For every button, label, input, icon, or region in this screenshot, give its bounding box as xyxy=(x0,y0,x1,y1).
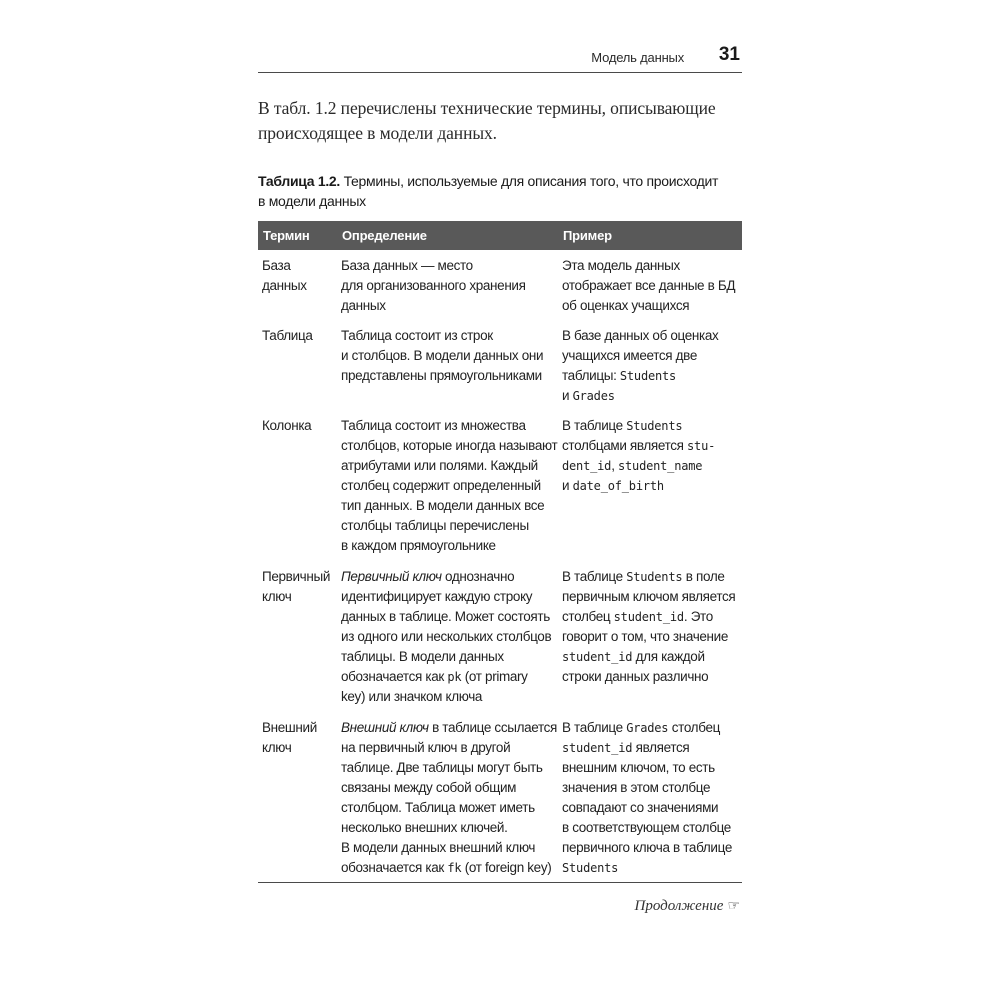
cell-line: в соответствующем столбце xyxy=(562,820,731,835)
text-run: в таблице ссылается xyxy=(428,720,558,735)
code-run: Students xyxy=(626,419,683,433)
code-run: student_id xyxy=(562,650,633,664)
cell-line xyxy=(341,667,557,687)
cell-line: говорит о том, что значение xyxy=(562,629,729,644)
cell-line: База xyxy=(262,258,291,273)
cell-line xyxy=(341,718,557,738)
cell-line xyxy=(562,476,740,496)
table-row xyxy=(258,416,742,567)
cell-line xyxy=(341,858,557,878)
cell-line: Таблица состоит из строк xyxy=(341,328,493,343)
cell-line: совпадают со значениями xyxy=(562,800,719,815)
text-run: В таблице xyxy=(562,569,627,584)
text-run: столбец xyxy=(668,720,720,735)
code-run: stu- xyxy=(687,439,716,453)
cell-line: В модели данных внешний ключ xyxy=(341,840,536,855)
cell-line: из одного или нескольких столбцов xyxy=(341,629,552,644)
term-cell xyxy=(262,326,338,346)
text-run: однозначно xyxy=(441,569,515,584)
example-cell xyxy=(562,718,740,878)
cell-line: ключ xyxy=(262,740,292,755)
book-page xyxy=(258,0,742,1000)
header-term: Термин xyxy=(263,228,310,243)
code-run: pk xyxy=(447,670,462,684)
term-cell xyxy=(262,567,338,607)
cell-line: отображает все данные в БД xyxy=(562,278,736,293)
text-run: и xyxy=(562,388,573,403)
cell-line: key) или значком ключа xyxy=(341,689,483,704)
cell-line: таблице. Две таблицы могут быть xyxy=(341,760,543,775)
cell-line: атрибутами или полями. Каждый xyxy=(341,458,538,473)
definition-cell xyxy=(341,416,557,556)
cell-line: первичным ключом является xyxy=(562,589,736,604)
cell-line: столбцы таблицы перечислены xyxy=(341,518,529,533)
italic-term: Первичный ключ xyxy=(341,569,442,584)
cell-line: Внешний xyxy=(262,720,317,735)
text-run: , xyxy=(611,458,618,473)
code-run: Students xyxy=(619,369,677,383)
code-run: Grades xyxy=(626,721,669,735)
text-run: таблицы: xyxy=(562,368,620,383)
intro-line: В табл. 1.2 перечислены технические термины, описывающие xyxy=(258,98,716,118)
intro-paragraph xyxy=(258,96,742,146)
text-run: В таблице xyxy=(562,720,627,735)
text-run: для каждой xyxy=(632,649,705,664)
cell-line xyxy=(562,718,740,738)
table-caption xyxy=(258,171,742,211)
definition-cell xyxy=(341,718,557,878)
cell-line: и столбцов. В модели данных они xyxy=(341,348,544,363)
code-run: date_of_birth xyxy=(572,479,664,493)
pointing-hand-icon: ☞ xyxy=(727,899,740,914)
example-cell xyxy=(562,326,740,406)
code-run: student_id xyxy=(562,741,633,755)
cell-line: об оценках учащихся xyxy=(562,298,690,313)
cell-line xyxy=(562,647,740,667)
cell-line xyxy=(562,386,740,406)
text-run: и xyxy=(562,478,573,493)
term-cell xyxy=(262,256,338,296)
caption-label: Таблица 1.2. xyxy=(258,173,340,189)
header-rule xyxy=(258,72,742,73)
cell-line: для организованного хранения xyxy=(341,278,526,293)
cell-line: Эта модель данных xyxy=(562,258,680,273)
cell-line: идентифицирует каждую строку xyxy=(341,589,533,604)
cell-line xyxy=(562,366,740,386)
cell-line: Таблица xyxy=(262,328,313,343)
table-body xyxy=(258,256,742,888)
term-cell xyxy=(262,416,338,436)
code-run: dent_id xyxy=(562,459,612,473)
cell-line xyxy=(562,607,740,627)
cell-line: столбцом. Таблица может иметь xyxy=(341,800,535,815)
cell-line: в каждом прямоугольнике xyxy=(341,538,496,553)
cell-line: связаны между собой общим xyxy=(341,780,517,795)
cell-line: Первичный xyxy=(262,569,331,584)
example-cell xyxy=(562,416,740,496)
cell-line xyxy=(562,436,740,456)
cell-line: ключ xyxy=(262,589,292,604)
text-run: обозначается как xyxy=(341,669,448,684)
term-cell xyxy=(262,718,338,758)
text-run: является xyxy=(632,740,690,755)
text-run: столбец xyxy=(562,609,614,624)
code-run: Students xyxy=(562,861,619,875)
table-row xyxy=(258,718,742,888)
definition-cell xyxy=(341,256,557,316)
text-run: В таблице xyxy=(562,418,627,433)
cell-line: учащихся имеется две xyxy=(562,348,697,363)
caption-line xyxy=(258,171,742,191)
table-bottom-rule xyxy=(258,882,742,883)
cell-line: База данных — место xyxy=(341,258,473,273)
code-run: Students xyxy=(626,570,683,584)
continued-text: Продолжение xyxy=(634,898,724,914)
text-run: (от primary xyxy=(461,669,528,684)
cell-line: столбец содержит определенный xyxy=(341,478,541,493)
text-run: . Это xyxy=(683,609,713,624)
caption-text: Термины, используемые для описания того, что происходит xyxy=(340,173,719,189)
table-row xyxy=(258,326,742,416)
table-header xyxy=(258,221,742,250)
header-example: Пример xyxy=(563,228,612,243)
cell-line: данных xyxy=(341,298,386,313)
example-cell xyxy=(562,256,740,316)
table-row xyxy=(258,256,742,326)
text-run: (от foreign key) xyxy=(461,860,552,875)
cell-line: тип данных. В модели данных все xyxy=(341,498,545,513)
example-cell xyxy=(562,567,740,687)
page-number: 31 xyxy=(718,44,740,65)
cell-line: столбцов, которые иногда называют xyxy=(341,438,558,453)
code-run: student_id xyxy=(613,610,684,624)
text-run: в поле xyxy=(682,569,725,584)
code-run: Grades xyxy=(572,389,615,403)
running-header xyxy=(258,44,742,72)
cell-line xyxy=(562,416,740,436)
cell-line: представлены прямоугольниками xyxy=(341,368,542,383)
cell-line: Таблица состоит из множества xyxy=(341,418,526,433)
code-run: student_name xyxy=(618,459,703,473)
section-title: Модель данных xyxy=(591,50,684,65)
cell-line: Колонка xyxy=(262,418,312,433)
cell-line xyxy=(562,567,740,587)
header-definition: Определение xyxy=(342,228,427,243)
definition-cell xyxy=(341,326,557,386)
cell-line: данных в таблице. Может состоять xyxy=(341,609,550,624)
cell-line: значения в этом столбце xyxy=(562,780,711,795)
intro-line: происходящее в модели данных. xyxy=(258,123,497,143)
cell-line xyxy=(562,738,740,758)
table-row xyxy=(258,567,742,718)
cell-line: таблицы. В модели данных xyxy=(341,649,504,664)
cell-line: В базе данных об оценках xyxy=(562,328,719,343)
continued-note xyxy=(635,898,740,915)
definition-cell xyxy=(341,567,557,707)
cell-line xyxy=(341,567,557,587)
cell-line xyxy=(562,456,740,476)
cell-line: данных xyxy=(262,278,307,293)
code-run: fk xyxy=(447,861,462,875)
cell-line xyxy=(562,858,740,878)
text-run: столбцами является xyxy=(562,438,688,453)
cell-line: первичного ключа в таблице xyxy=(562,840,732,855)
cell-line: несколько внешних ключей. xyxy=(341,820,508,835)
text-run: обозначается как xyxy=(341,860,448,875)
cell-line: строки данных различно xyxy=(562,669,709,684)
cell-line: внешним ключом, то есть xyxy=(562,760,715,775)
italic-term: Внешний ключ xyxy=(341,720,429,735)
cell-line: на первичный ключ в другой xyxy=(341,740,511,755)
caption-line: в модели данных xyxy=(258,193,366,209)
